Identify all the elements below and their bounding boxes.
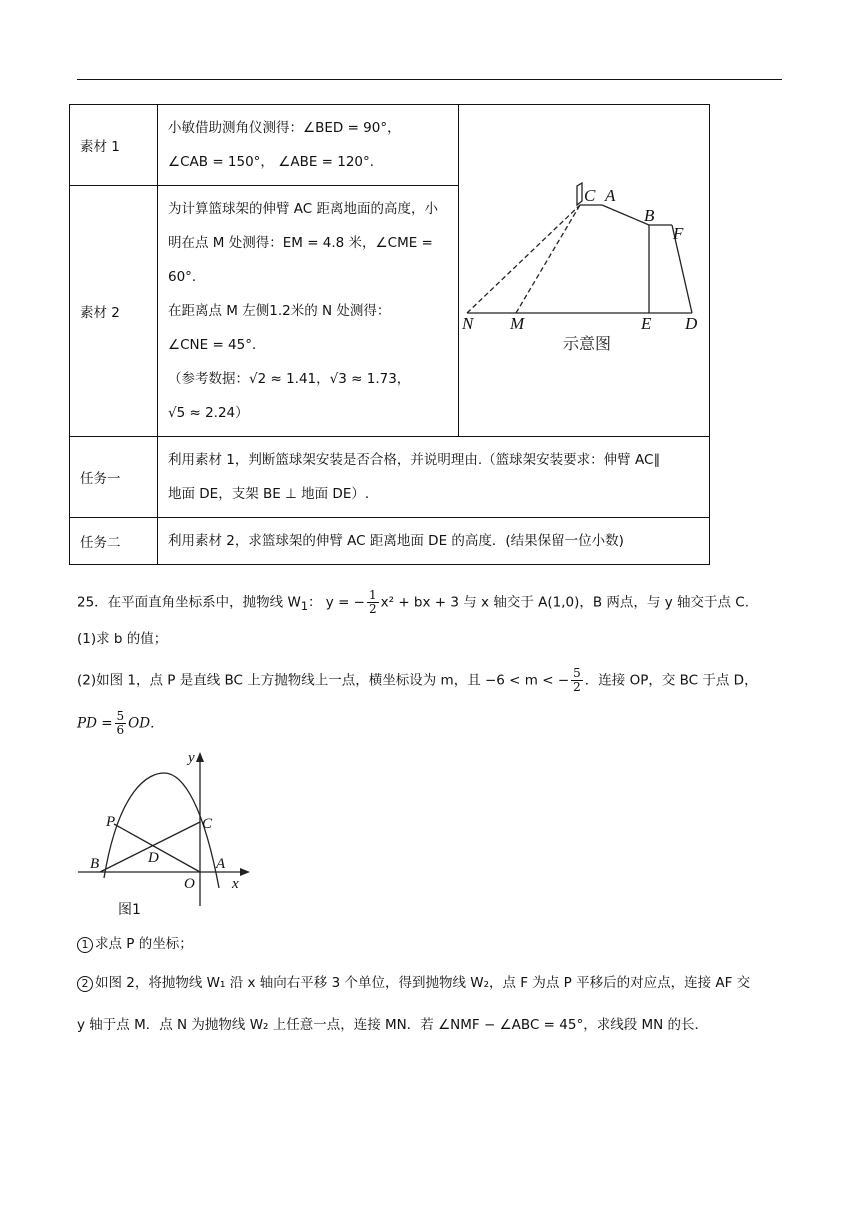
label-f: F	[673, 223, 684, 243]
fig1-label-y: y	[188, 750, 195, 766]
basketball-stand-diagram	[459, 113, 709, 425]
label-c: C	[584, 185, 596, 205]
frac1-den: 2	[369, 602, 377, 616]
label-e: E	[641, 313, 652, 333]
q25-sub2-cont: y 轴于点 M．点 N 为抛物线 W₂ 上任意一点，连接 MN．若 ∠NMF − ∠ABC = 45°，求线段 MN 的长．	[77, 1017, 709, 1033]
fig1-label-c: C	[202, 816, 213, 832]
q25-part2	[77, 667, 758, 694]
task-1-text	[158, 437, 710, 518]
task-2-text	[158, 518, 710, 565]
q25-frac2	[571, 667, 583, 694]
task-2-row	[70, 518, 710, 565]
circled-number-1: 1	[77, 937, 93, 953]
frac1-num: 1	[369, 588, 377, 602]
q25-sub1	[77, 934, 193, 954]
q25-frac3	[115, 710, 127, 737]
circled-number-2: 2	[77, 976, 93, 992]
q25-frac1	[367, 589, 379, 616]
q25-stem-c: x² + bx + 3 与 x 轴交于 A(1,0)，B 两点，与 y 轴交于点 C.	[380, 594, 750, 611]
frac3-num: 5	[116, 709, 125, 723]
figure-1-caption: 图1	[118, 902, 141, 918]
q25-part2-a: (2)如图 1，点 P 是直线 BC 上方抛物线上一点，横坐标设为 m，且 −6 < m < −	[77, 672, 570, 689]
fig1-label-x: x	[232, 876, 239, 892]
task-1-row	[70, 437, 710, 518]
sight-line-m	[516, 205, 580, 313]
q25-sub1-text: 求点 P 的坐标；	[95, 936, 193, 952]
material-2-line: √5 ≈ 2.24）	[168, 405, 249, 421]
material-1-line: 小敏借助测角仪测得：∠BED = 90°，	[168, 120, 401, 136]
q25-stem-a: 25．在平面直角坐标系中，抛物线 W	[77, 594, 301, 611]
q25-stem	[77, 589, 749, 617]
material-2-line: （参考数据：√2 ≈ 1.41，√3 ≈ 1.73，	[168, 371, 411, 387]
q25-sub2	[77, 973, 750, 993]
material-1-line: ∠CAB = 150°， ∠ABE = 120°．	[168, 154, 384, 170]
x-axis-arrow	[240, 868, 250, 876]
frac2-num: 5	[573, 666, 581, 680]
q25-part2-cond	[77, 710, 164, 737]
q25-part2-b: ．连接 OP，交 BC 于点 D，	[584, 672, 758, 689]
schematic-cell	[459, 105, 710, 437]
y-axis-arrow	[196, 752, 204, 762]
fig1-label-p: P	[106, 814, 116, 830]
label-a: A	[605, 185, 616, 205]
header-rule	[77, 79, 782, 80]
material-1-label: 素材 1	[70, 105, 158, 186]
label-m: M	[510, 313, 525, 333]
task-1-label: 任务一	[70, 437, 158, 518]
q25-sub2-text-a: 如图 2，将抛物线 W₁ 沿 x 轴向右平移 3 个单位，得到抛物线 W₂，点 F 为点 P 平移后的对应点，连接 AF 交	[95, 975, 751, 991]
fig1-label-d: D	[148, 850, 159, 866]
q25-sub: 1	[300, 600, 308, 614]
materials-table	[69, 104, 710, 565]
frac3-den: 6	[116, 723, 125, 737]
q25-stem-b: ： y = −	[308, 594, 365, 611]
material-1-text	[158, 105, 459, 186]
q25-part1: (1)求 b 的值；	[77, 631, 168, 647]
figure-1	[74, 748, 254, 924]
segment-ab	[602, 205, 649, 225]
sight-line-n	[467, 205, 580, 313]
material-2-text	[158, 186, 459, 437]
material-1-row	[70, 105, 710, 186]
fig1-label-a: A	[216, 856, 226, 872]
label-b: B	[644, 205, 655, 225]
q25-cond-a: PD =	[77, 715, 113, 732]
label-d: D	[685, 313, 698, 333]
task-2-line: 利用素材 2，求篮球架的伸臂 AC 距离地面 DE 的高度．(结果保留一位小数)	[168, 533, 624, 549]
material-2-line: 在距离点 M 左侧1.2米的 N 处测得：	[168, 303, 391, 319]
fig1-label-b: B	[90, 856, 100, 872]
material-2-line: 明在点 M 处测得：EM = 4.8 米，∠CME = 60°．	[168, 235, 433, 285]
material-2-line: 为计算篮球架的伸臂 AC 距离地面的高度，小	[168, 201, 439, 217]
q25-cond-b: OD．	[128, 715, 164, 732]
label-n: N	[462, 313, 474, 333]
material-2-label: 素材 2	[70, 186, 158, 437]
backboard-shape	[577, 183, 582, 205]
task-1-line: 地面 DE，支架 BE ⊥ 地面 DE）.	[168, 486, 370, 502]
fig1-label-o: O	[184, 876, 195, 892]
schematic-caption: 示意图	[563, 333, 612, 353]
frac2-den: 2	[573, 680, 581, 694]
task-2-label: 任务二	[70, 518, 158, 565]
material-2-line: ∠CNE = 45°．	[168, 337, 266, 353]
task-1-line: 利用素材 1，判断篮球架安装是否合格，并说明理由.（篮球架安装要求：伸臂 AC∥	[168, 452, 661, 468]
